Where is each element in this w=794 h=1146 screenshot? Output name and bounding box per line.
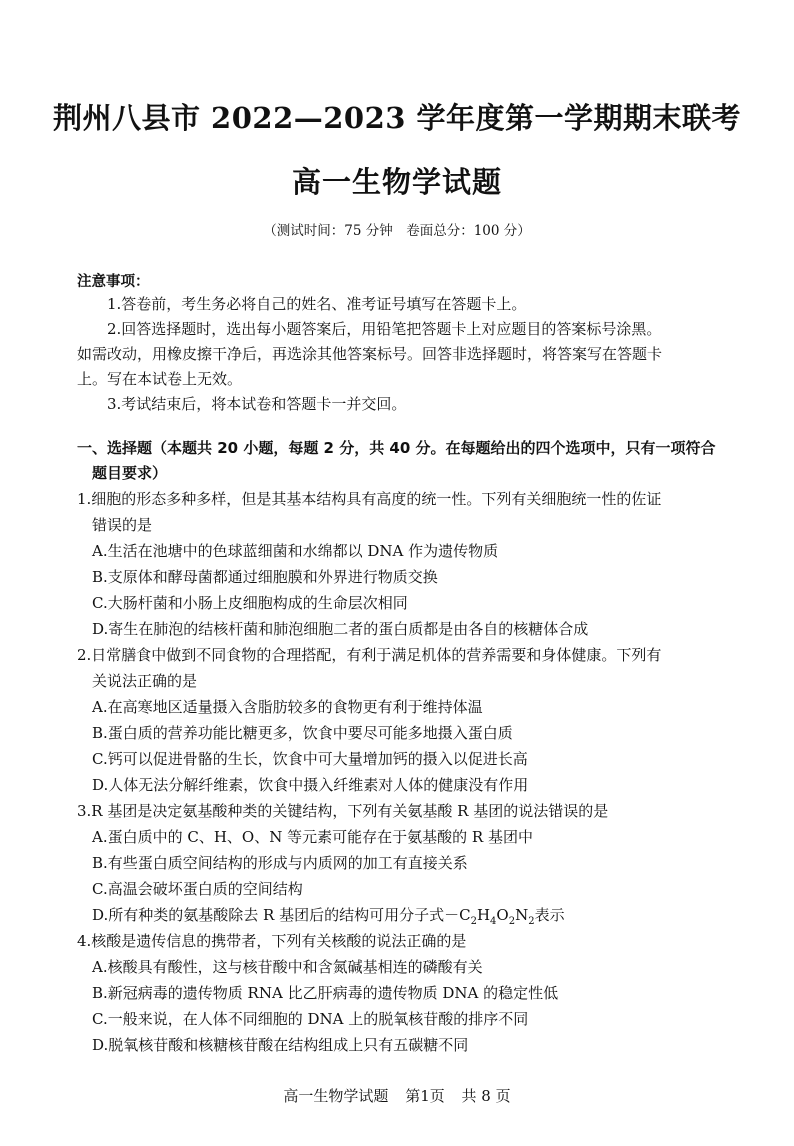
question-1-option-d: D.寄生在肺泡的结核杆菌和肺泡细胞二者的蛋白质都是由各自的核糖体合成 — [92, 620, 589, 638]
question-3-option-c: C.高温会破坏蛋白质的空间结构 — [92, 880, 303, 898]
notes-item-3: 3.考试结束后，将本试卷和答题卡一并交回。 — [107, 395, 407, 413]
section-1-heading-cont: 题目要求） — [92, 464, 168, 482]
question-1-stem-cont: 错误的是 — [92, 516, 153, 534]
footer-page-number: 第1页 — [405, 1087, 445, 1105]
notes-item-2-line-1: 2.回答选择题时，选出每小题答案后，用铅笔把答题卡上对应题目的答案标号涂黑。 — [107, 320, 662, 338]
formula-prefix: D.所有种类的氨基酸除去 R 基团后的结构可用分子式－C — [92, 906, 471, 924]
question-3-option-a: A.蛋白质中的 C、H、O、N 等元素可能存在于氨基酸的 R 基团中 — [92, 828, 533, 846]
notes-item-2-line-2: 如需改动，用橡皮擦干净后，再选涂其他答案标号。回答非选择题时，将答案写在答题卡 — [77, 345, 663, 363]
question-4-option-b: B.新冠病毒的遗传物质 RNA 比乙肝病毒的遗传物质 DNA 的稳定性低 — [92, 984, 559, 1002]
formula-sub-c: 2 — [470, 916, 477, 927]
question-3-option-b: B.有些蛋白质空间结构的形成与内质网的加工有直接关系 — [92, 854, 468, 872]
question-4-option-c: C.一般来说，在人体不同细胞的 DNA 上的脱氧核苷酸的排序不同 — [92, 1010, 529, 1028]
footer-total-pages: 共 8 页 — [461, 1087, 511, 1105]
footer-subject: 高一生物学试题 — [283, 1087, 389, 1105]
exam-info: （测试时间：75 分钟 卷面总分：100 分） — [263, 223, 531, 239]
formula-sub-n: 2 — [528, 916, 535, 927]
question-2-stem: 2.日常膳食中做到不同食物的合理搭配，有利于满足机体的营养需要和身体健康。下列有 — [77, 646, 662, 664]
exam-subtitle: 高一生物学试题 — [291, 165, 502, 199]
question-1-option-a: A.生活在池塘中的色球蓝细菌和水绵都以 DNA 作为遗传物质 — [92, 542, 499, 560]
question-4-option-d: D.脱氧核苷酸和核糖核苷酸在结构组成上只有五碳糖不同 — [92, 1036, 469, 1054]
question-1-option-c: C.大肠杆菌和小肠上皮细胞构成的生命层次相同 — [92, 594, 408, 612]
page-footer — [0, 1085, 794, 1106]
notes-heading: 注意事项： — [77, 274, 150, 290]
question-4-option-a: A.核酸具有酸性，这与核苷酸中和含氮碱基相连的磷酸有关 — [92, 958, 483, 976]
formula-n: N — [515, 906, 529, 924]
question-4-stem: 4.核酸是遗传信息的携带者，下列有关核酸的说法正确的是 — [77, 932, 467, 950]
question-2-option-a: A.在高寒地区适量摄入含脂肪较多的食物更有利于维持体温 — [92, 698, 483, 716]
formula-sub-h: 4 — [490, 916, 497, 927]
notes-item-2-line-3: 上。写在本试卷上无效。 — [77, 370, 243, 388]
question-3-stem: 3.R 基团是决定氨基酸种类的关键结构，下列有关氨基酸 R 基团的说法错误的是 — [77, 802, 609, 820]
notes-item-1: 1.答卷前，考生务必将自己的姓名、准考证号填写在答题卡上。 — [107, 295, 527, 313]
question-3-option-d — [92, 908, 565, 927]
question-1-stem: 1.细胞的形态多种多样，但是其基本结构具有高度的统一性。下列有关细胞统一性的佐证 — [77, 490, 662, 508]
formula-sub-o: 2 — [508, 916, 516, 927]
formula-h: H — [476, 906, 491, 924]
question-2-option-d: D.人体无法分解纤维素，饮食中摄入纤维素对人体的健康没有作用 — [92, 776, 529, 794]
formula-suffix: 表示 — [534, 906, 565, 924]
exam-title: 荆州八县市 2022—2023 学年度第一学期期末联考 — [52, 101, 742, 135]
section-1-heading: 一、选择题（本题共 20 小题，每题 2 分，共 40 分。在每题给出的四个选项中，只有一项符合 — [77, 439, 716, 457]
question-1-option-b: B.支原体和酵母菌都通过细胞膜和外界进行物质交换 — [92, 568, 438, 586]
formula-o: O — [496, 906, 509, 924]
question-2-option-b: B.蛋白质的营养功能比糖更多，饮食中要尽可能多地摄入蛋白质 — [92, 724, 513, 742]
question-2-option-c: C.钙可以促进骨骼的生长，饮食中可大量增加钙的摄入以促进长高 — [92, 750, 528, 768]
question-2-stem-cont: 关说法正确的是 — [92, 672, 198, 690]
